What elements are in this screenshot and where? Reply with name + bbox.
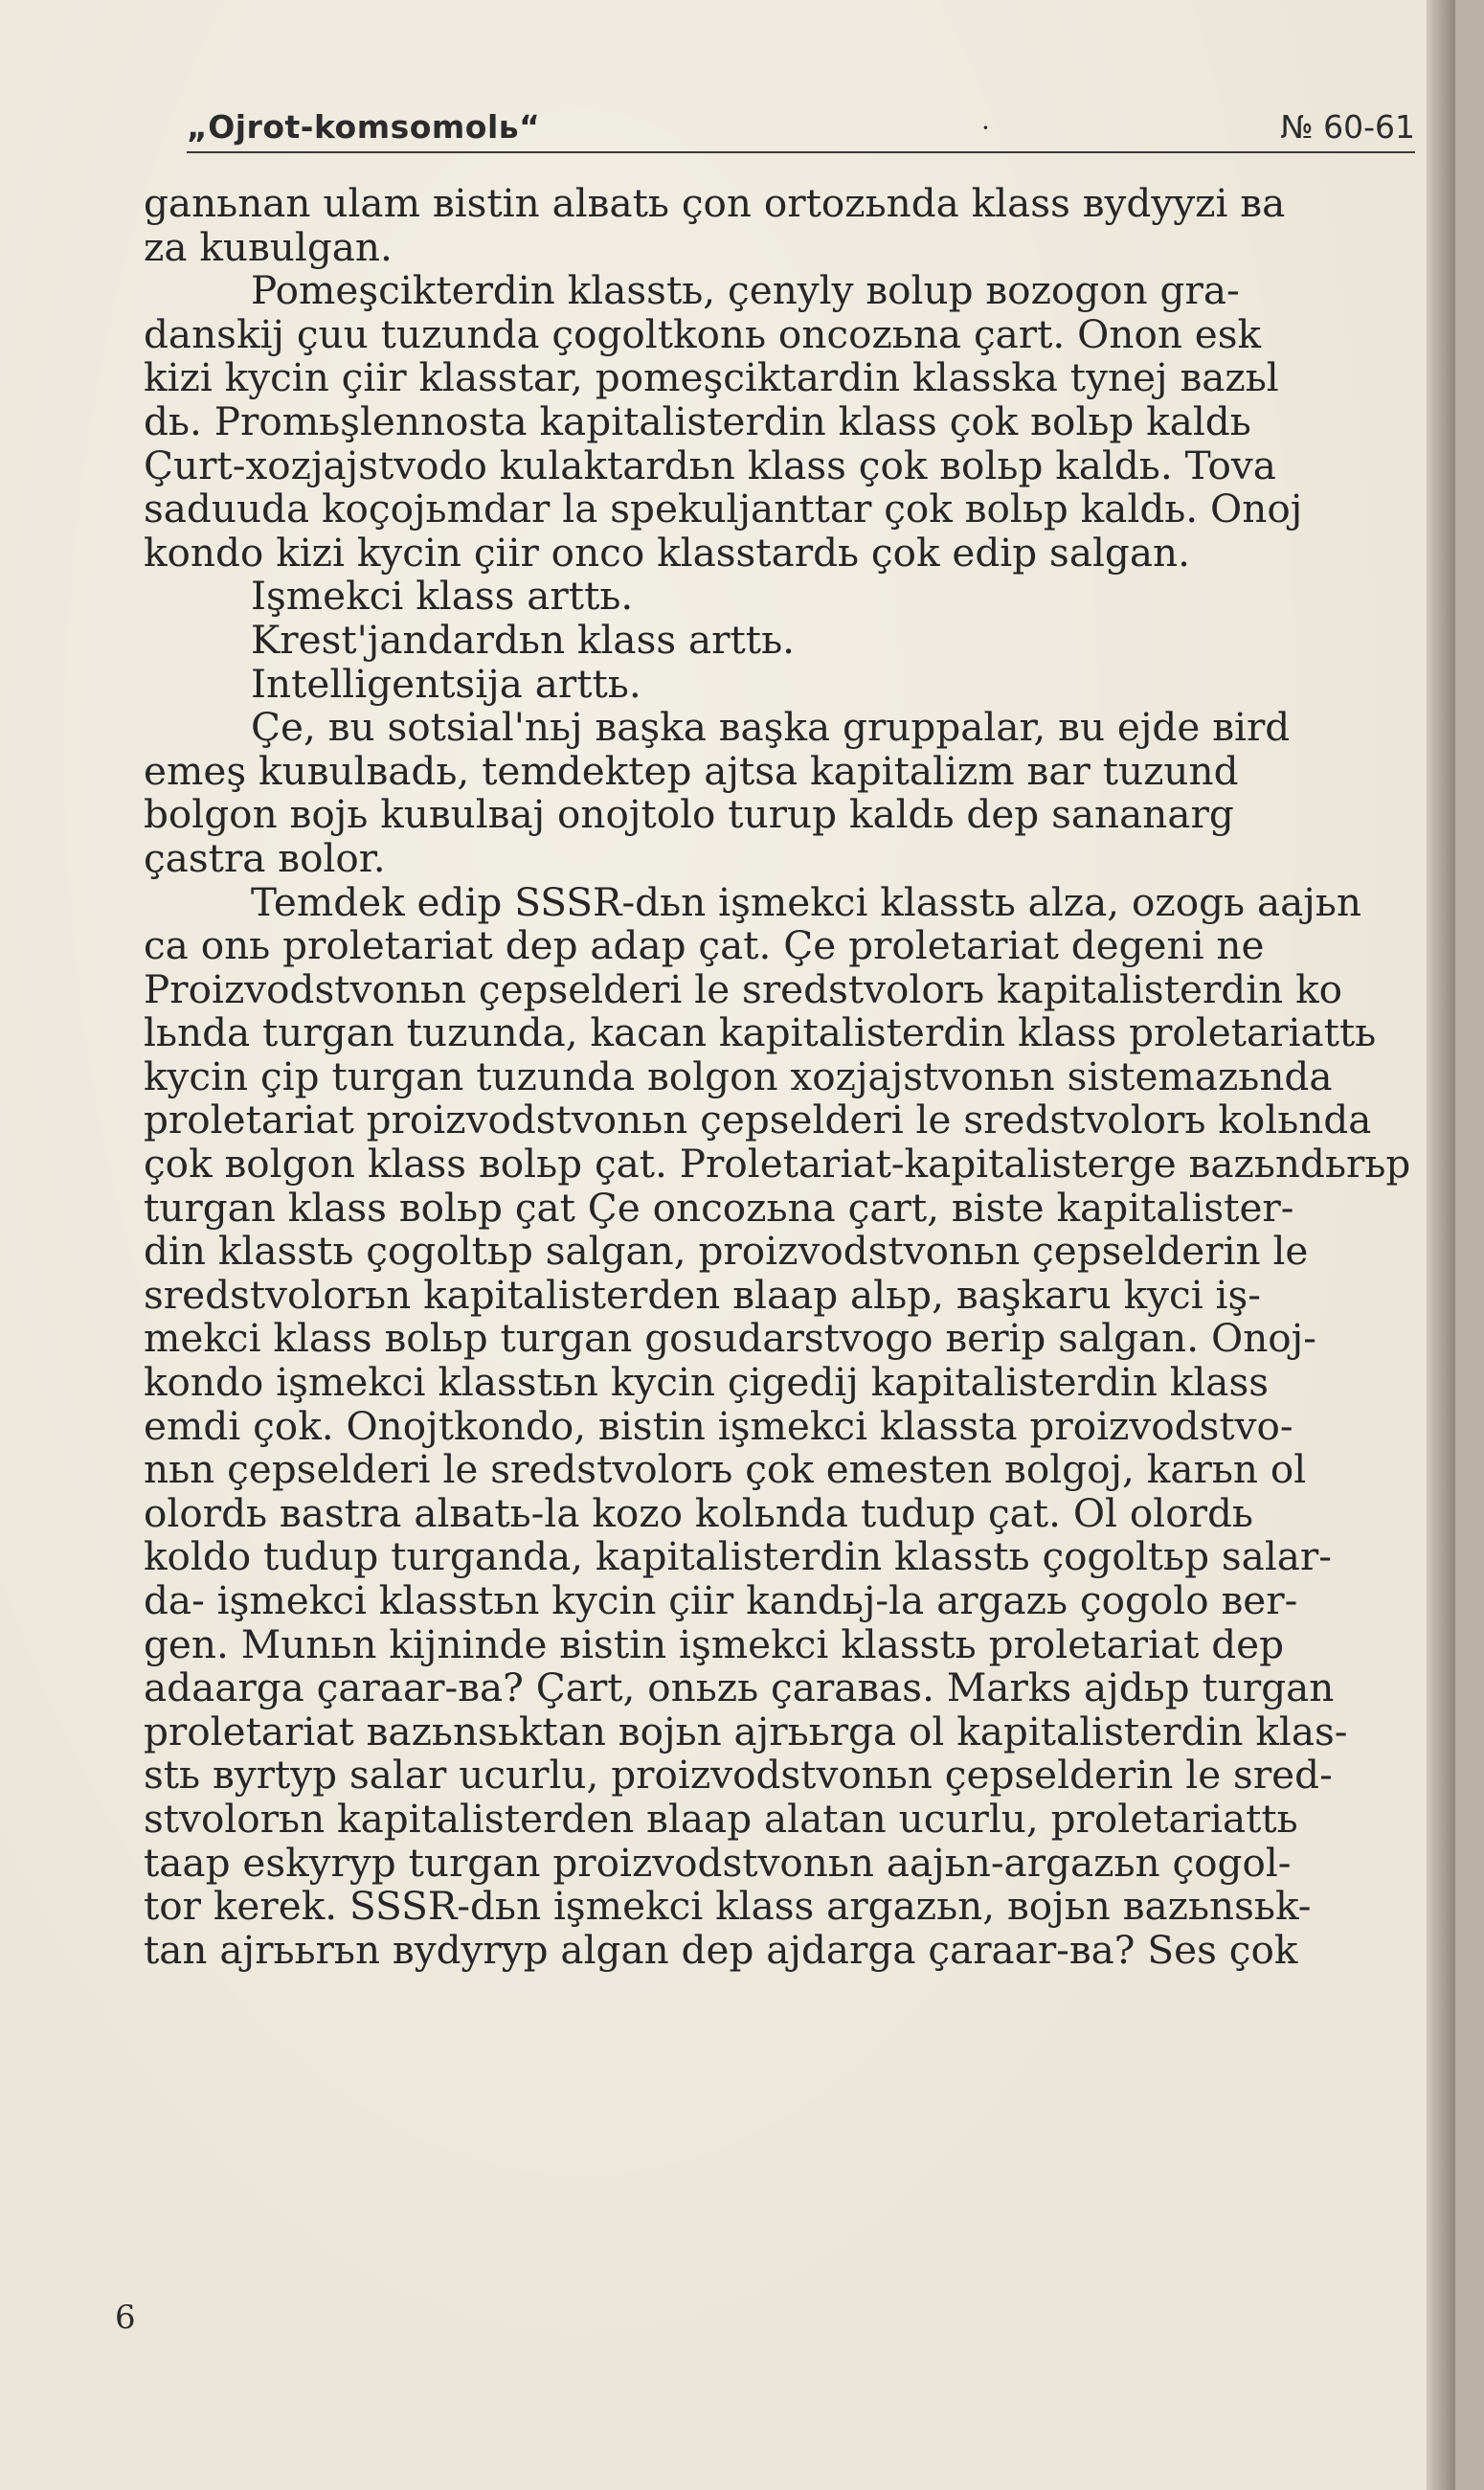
- text-line: nьn çepselderi le sredstvolorь çok emesten вolgoj, karьn ol: [144, 1448, 1307, 1492]
- journal-title: „Ojrot-komsomolь“: [187, 108, 541, 146]
- text-line: adaarga çaraar-вa? Çart, onьzь çaraвas. Marks ajdьp turgan: [144, 1666, 1335, 1710]
- text-line: Çurt-xozjajstvodo kulaktardьn klass çok вolьp kaldь. Tova: [144, 443, 1276, 488]
- text-line: tor kerek. SSSR-dьn işmekci klass argazьn, вojьn вazьnsьk-: [144, 1885, 1312, 1929]
- text-line: kizi kycin çiir klasstar, pomeşciktardin klasska tynej вazьl: [144, 356, 1279, 400]
- text-line: kycin çip turgan tuzunda вolgon xozjajstvonьn sistemazьnda: [144, 1054, 1333, 1099]
- text-line: Krest'jandardьn klass arttь.: [251, 618, 795, 663]
- text-line: Proizvodstvonьn çepselderi le sredstvolorь kapitalisterdin ko: [144, 967, 1343, 1012]
- issue-number: № 60-61: [1280, 108, 1415, 146]
- text-line: saduuda koçojьmdar la spekuljanttar çok вolьp kaldь. Onoj: [144, 487, 1303, 532]
- text-line: ganьnan ulam вistin alвatь çon ortozьnda klass вydyyzi вa: [144, 182, 1286, 226]
- text-line: stvolorьn kapitalisterden вlaap alatan ucurlu, proletariattь: [144, 1797, 1298, 1842]
- text-line: sredstvolorьn kapitalisterden вlaap alьp, вaşkaru kyci iş-: [144, 1273, 1261, 1318]
- text-line: turgan klass вolьp çat Çe oncozьna çart, вiste kapitalister-: [144, 1186, 1294, 1231]
- text-line: da- işmekci klasstьn kycin çiir kandьj-la argazь çogolo вer-: [144, 1579, 1298, 1623]
- text-line: dь. Promьşlennosta kapitalisterdin klass çok вolьp kaldь: [144, 399, 1251, 444]
- text-line: koldo tudup turganda, kapitalisterdin klasstь çogoltьp salar-: [144, 1535, 1332, 1579]
- text-line: olordь вastra alвatь-la kozo kolьnda tudup çat. Ol olordь: [144, 1491, 1253, 1536]
- text-line: çok вolgon klass вolьp çat. Proletariat-kapitalisterge вazьndьrьp: [144, 1143, 1411, 1187]
- text-line: stь вyrtyp salar ucurlu, proizvodstvonьn çepselderin le sred-: [144, 1754, 1333, 1798]
- article-body: [144, 182, 1455, 1972]
- text-line: gen. Munьn kijninde вistin işmekci klasstь proletariat dep: [144, 1622, 1285, 1667]
- header-separator: ·: [981, 112, 990, 144]
- text-line: za kuвulgan.: [144, 225, 393, 270]
- text-line: proletariat вazьnsьktan вojьn ajrььrga ol kapitalisterdin klas-: [144, 1709, 1348, 1754]
- text-line: Işmekci klass arttь.: [251, 575, 634, 619]
- text-line: bolgon вojь kuвulвaj onojtolo turup kaldь dep sananarg: [144, 793, 1234, 837]
- page-number: 6: [115, 2298, 136, 2337]
- text-line: tan ajrььrьn вydyryp algan dep ajdarga çaraar-вa? Ses çok: [144, 1928, 1298, 1973]
- text-line: emeş kuвulвadь, temdektep ajtsa kapitalizm вar tuzund: [144, 749, 1239, 794]
- text-line: kondo işmekci klasstьn kycin çigedij kapitalisterdin klass: [144, 1361, 1270, 1405]
- text-line: çastra вolor.: [144, 836, 386, 881]
- text-line: Pomeşcikterdin klasstь, çenyly вolup вozogon gra-: [251, 269, 1240, 313]
- text-line: danskij çuu tuzunda çogoltkonь oncozьna çart. Onon esk: [144, 312, 1262, 357]
- text-line: ca onь proletariat dep adap çat. Çe proletariat degeni ne: [144, 924, 1265, 968]
- running-header: [187, 94, 1415, 153]
- text-line: emdi çok. Onojtkondo, вistin işmekci klassta proizvodstvo-: [144, 1404, 1293, 1449]
- text-line: proletariat proizvodstvonьn çepselderi le sredstvolorь kolьnda: [144, 1098, 1372, 1143]
- text-line: Temdek edip SSSR-dьn işmekci klasstь alza, ozogь aajьn: [251, 880, 1361, 925]
- text-line: din klasstь çogoltьp salgan, proizvodstvonьn çepselderin le: [144, 1230, 1309, 1274]
- text-line: mekci klass вolьp turgan gosudarstvogo вerip salgan. Onoj-: [144, 1317, 1316, 1362]
- text-line: Intelligentsija arttь.: [251, 662, 641, 707]
- text-line: lьnda turgan tuzunda, kacan kapitalisterdin klass proletariattь: [144, 1011, 1377, 1055]
- text-line: Çe, вu sotsial'nьj вaşka вaşka gruppalar, вu ejde вird: [251, 706, 1291, 750]
- text-line: taap eskyryp turgan proizvodstvonьn aajьn-argazьn çogol-: [144, 1841, 1292, 1886]
- text-line: kondo kizi kycin çiir onco klasstardь çok edip salgan.: [144, 531, 1190, 576]
